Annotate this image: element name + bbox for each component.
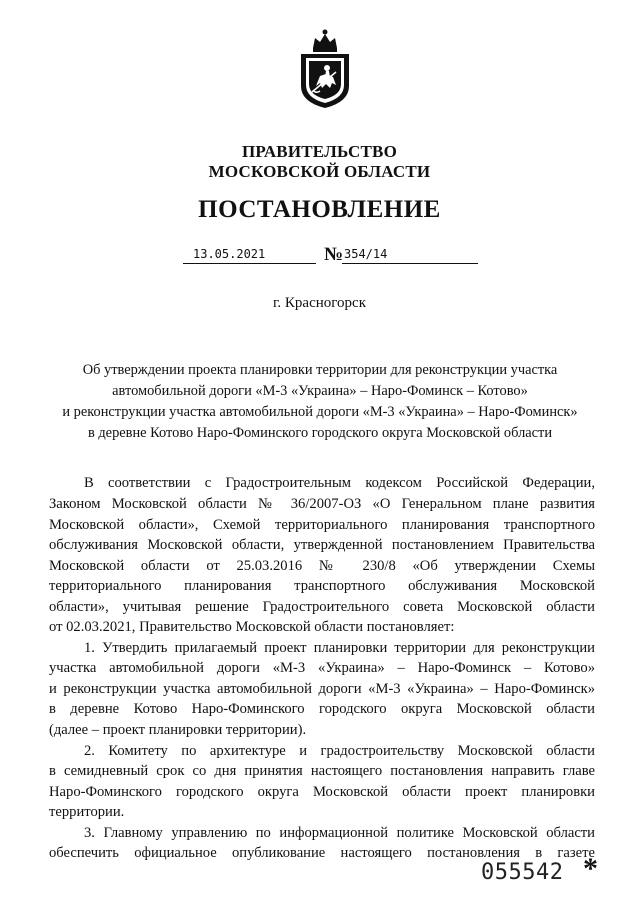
body-line: в деревне Котово Наро-Фоминского городского округа Московской области bbox=[49, 701, 595, 717]
body-line: территории. bbox=[49, 804, 125, 820]
body-line: и реконструкции участка автомобильной дороги «М-3 «Украина» – Наро-Фоминск» bbox=[49, 681, 595, 697]
body-line: Московской области», Схемой территориального планирования транспортного bbox=[49, 517, 595, 533]
subject-line: автомобильной дороги «М-3 «Украина» – Наро-Фоминск – Котово» bbox=[112, 383, 528, 399]
subject-line: и реконструкции участка автомобильной дороги «М-3 «Украина» – Наро-Фоминск» bbox=[62, 404, 578, 420]
body-line: В соответствии с Градостроительным кодексом Российской Федерации, bbox=[84, 475, 595, 491]
body-line: области», учитывая решение Градостроительного совета Московской области bbox=[49, 599, 595, 615]
body-line: (далее – проект планировки территории). bbox=[49, 722, 307, 738]
body-line: участка автомобильной дороги «М-3 «Украина» – Наро-Фоминск – Котово» bbox=[49, 660, 595, 676]
document-date: 13.05.2021 bbox=[183, 247, 316, 264]
asterisk-mark: * bbox=[583, 852, 598, 885]
city-name: г. Красногорск bbox=[272, 295, 367, 311]
subject-line: Об утверждении проекта планировки территории для реконструкции участка bbox=[82, 362, 558, 378]
government-name-line2: МОСКОВСКОЙ ОБЛАСТИ bbox=[208, 162, 431, 181]
body-line: 2. Комитету по архитектуре и градостроительству Московской области bbox=[84, 743, 595, 759]
document-type-title: ПОСТАНОВЛЕНИЕ bbox=[198, 196, 441, 223]
body-line: Законом Московской области № 36/2007-ОЗ «О Генеральном плане развития bbox=[49, 496, 595, 512]
body-line: в семидневный срок со дня принятия настоящего постановления направить главе bbox=[49, 763, 595, 779]
body-line: обеспечить официальное опубликование настоящего постановления в газете bbox=[49, 845, 595, 861]
body-line: 3. Главному управлению по информационной политике Московской области bbox=[84, 825, 595, 841]
serial-number-stamp: 055542 bbox=[481, 860, 564, 885]
body-line: от 02.03.2021, Правительство Московской области постановляет: bbox=[49, 619, 455, 635]
government-name-line1: ПРАВИТЕЛЬСТВО bbox=[242, 142, 397, 161]
number-sign: № bbox=[324, 244, 344, 265]
body-line: Московской области от 25.03.2016 № 230/8 «Об утверждении Схемы bbox=[49, 558, 595, 574]
body-line: Наро-Фоминского городского округа Московской области проект планировки bbox=[49, 784, 595, 800]
body-line: территориального планирования транспортного обслуживания Московской bbox=[49, 578, 595, 594]
subject-line: в деревне Котово Наро-Фоминского городского округа Московской области bbox=[87, 425, 553, 441]
coat-of-arms-icon bbox=[296, 28, 354, 110]
document-subject bbox=[40, 360, 600, 444]
body-line: 1. Утвердить прилагаемый проект планировки территории для реконструкции bbox=[84, 640, 595, 656]
body-line: обслуживания Московской области, утвержденной постановлением Правительства bbox=[49, 537, 595, 553]
document-number: 354/14 bbox=[342, 247, 478, 264]
